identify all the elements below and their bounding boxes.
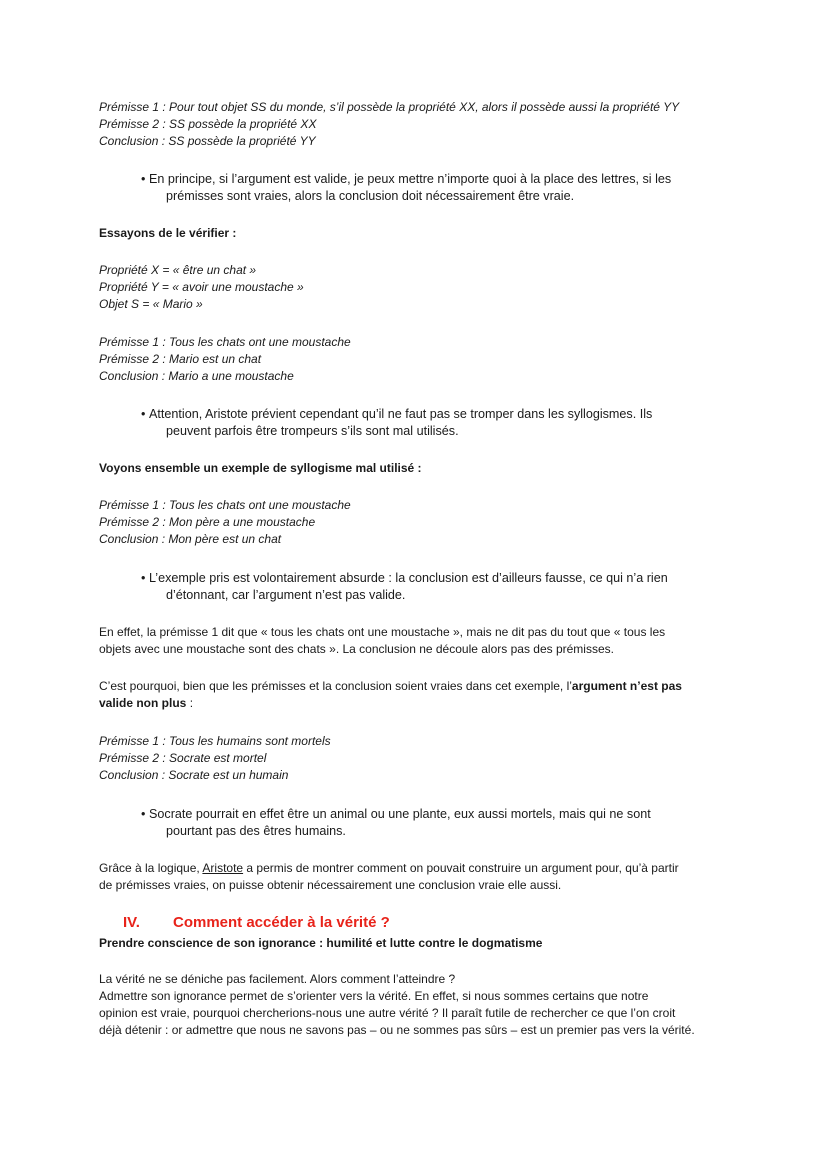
premise-1: Prémisse 1 : Pour tout objet SS du monde, s’il possède la propriété XX, alors il possède aussi la propriété YY (99, 100, 680, 114)
premise-2: Prémisse 2 : SS possède la propriété XX (99, 117, 317, 131)
bullet-absurd: • L’exemple pris est volontairement absurde : la conclusion est d’ailleurs fausse, ce qui n’a rien d’étonnant, car l’argument n’est pas valide. (141, 571, 668, 602)
premise-2: Prémisse 2 : Socrate est mortel (99, 751, 267, 765)
bullet-validity: • En principe, si l’argument est valide, je peux mettre n’importe quoi à la place des lettres, si les prémisses sont vraies, alors la conclusion doit nécessairement être vraie. (141, 172, 672, 203)
bad-example-heading: Voyons ensemble un exemple de syllogisme mal utilisé : (99, 461, 422, 475)
bullet-icon: • (141, 807, 146, 821)
verify-heading: Essayons de le vérifier : (99, 226, 237, 240)
syllogism-socrate (99, 733, 739, 784)
premise-1: Prémisse 1 : Tous les humains sont mortels (99, 734, 331, 748)
properties-list (99, 262, 739, 313)
bullet-socrate: • Socrate pourrait en effet être un animal ou une plante, eux aussi mortels, mais qui ne sont pourtant pas des êtres humains. (141, 807, 651, 838)
syllogism-father (99, 497, 739, 548)
object-s: Objet S = « Mario » (99, 297, 203, 311)
premise-2: Prémisse 2 : Mario est un chat (99, 352, 262, 366)
section-heading (123, 914, 390, 931)
syllogism-mario (99, 334, 739, 385)
property-y: Propriété Y = « avoir une moustache » (99, 280, 304, 294)
section-subtitle: Prendre conscience de son ignorance : humilité et lutte contre le dogmatisme (99, 936, 543, 950)
bullet-icon: • (141, 172, 146, 186)
bullet-attention: • Attention, Aristote prévient cependant qu’il ne faut pas se tromper dans les syllogismes. Ils peuvent parfois être trompeurs s’ils sont mal utilisés. (141, 407, 653, 438)
premise-2: Prémisse 2 : Mon père a une moustache (99, 515, 316, 529)
conclusion: Conclusion : Socrate est un humain (99, 768, 289, 782)
paragraph-grace: Grâce à la logique, Aristote a permis de montrer comment on pouvait construire un argument pour, qu’à partir de prémisses vraies, on puisse obtenir nécessairement une conclusion vraie elle aussi. (99, 861, 679, 892)
bullet-icon: • (141, 407, 146, 421)
conclusion: Conclusion : Mario a une moustache (99, 369, 294, 383)
property-x: Propriété X = « être un chat » (99, 263, 257, 277)
conclusion: Conclusion : Mon père est un chat (99, 532, 282, 546)
aristote-link[interactable]: Aristote (202, 861, 244, 875)
bullet-icon: • (141, 571, 146, 585)
premise-1: Prémisse 1 : Tous les chats ont une moustache (99, 335, 351, 349)
section-number: IV. (123, 914, 140, 931)
paragraph-final: La vérité ne se déniche pas facilement. Alors comment l’atteindre ? Admettre son ignorance permet de s’orienter vers la vérité. En effet, si nous sommes certains que notre opinion est vraie, pourquoi chercherions-nous une autre vérité ? Il paraît futile de rechercher ce que l’on croit déjà détenir : or admettre que nous ne savons pas – ou ne sommes pas sûrs – est un premier pas vers la vérité. (99, 972, 695, 1037)
paragraph-cest-pourquoi: C’est pourquoi, bien que les prémisses et la conclusion soient vraies dans cet exemple, l’argument n’est pas valide non plus : (99, 679, 682, 710)
section-title: Comment accéder à la vérité ? (173, 914, 390, 931)
premise-1: Prémisse 1 : Tous les chats ont une moustache (99, 498, 351, 512)
paragraph-en-effet: En effet, la prémisse 1 dit que « tous les chats ont une moustache », mais ne dit pas du tout que « tous les objets avec une moustache sont des chats ». La conclusion ne découle alors pas des prémisses. (99, 625, 666, 656)
conclusion: Conclusion : SS possède la propriété YY (99, 134, 316, 148)
syllogism-schema (99, 99, 739, 150)
